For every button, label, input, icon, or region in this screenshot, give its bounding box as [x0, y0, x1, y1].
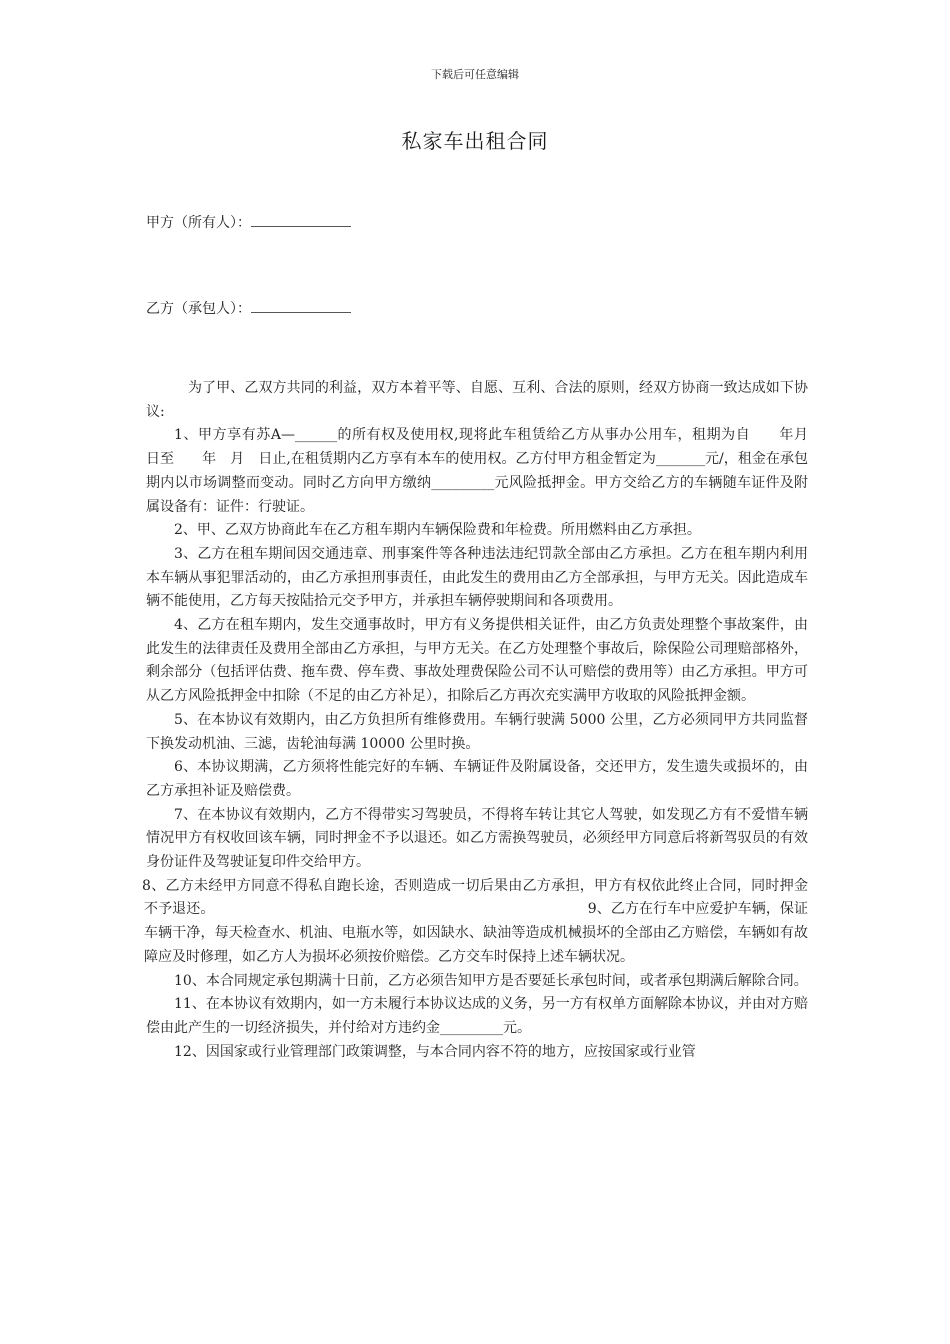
clause-10: 10、本合同规定承包期满十日前，乙方必须告知甲方是否要延长承包时间，或者承包期满后解除合同。	[174, 972, 808, 989]
clause-4: 4、乙方在租车期内，发生交通事故时，甲方有义务提供相关证件，由乙方负责处理整个事故案件，由此发生的法律责任及费用全部由乙方承担，与甲方无关。在乙方处理整个事故后，除保险公司理赔部格外，剩余部分（包括评估费、拖车费、停车费、事故处理费保险公司不认可赔偿的费用等）由乙方承担。甲方可从乙方风险抵押金中扣除（不足的由乙方补足），扣除后乙方再次充实满甲方收取的风险抵押金额。	[146, 617, 808, 705]
party-a-label: 甲方（所有人）：	[146, 215, 251, 231]
clause-1: 1、甲方享有苏A—______的所有权及使用权,现将此车租赁给乙方从事办公用车，租期为自 年月 日至 年 月 日止,在租赁期内乙方享有本车的使用权。乙方付甲方租金暂定为_______元/，租金在承包期内以市场调整而变动。同时乙方向甲方缴纳_________元风险抵押金。甲方交给乙方的车辆随车证件及附属设备有：证件：行驶证。	[146, 427, 822, 515]
clause-12: 12、因国家或行业管理部门政策调整，与本合同内容不符的地方，应按国家或行业管	[174, 1043, 696, 1060]
party-b-label: 乙方（承包人）：	[146, 301, 251, 317]
party-b-blank	[251, 300, 351, 313]
clause-8-9: 8、乙方未经甲方同意不得私自跑长途，否则造成一切后果由乙方承担，甲方有权依此终止合同，同时押金不予退还。 9、乙方在行车中应爱护车辆，保证车辆干净，每天检查水、机油、电瓶水等，如因缺水、缺油等造成机械损坏的全部由乙方赔偿，车辆如有故障应及时修理，如乙方人为损坏必须按价赔偿。乙方交车时保持上述车辆状况。	[142, 877, 808, 965]
clause-6: 6、本协议期满，乙方须将性能完好的车辆、车辆证件及附属设备，交还甲方，发生遗失或损坏的，由乙方承担补证及赔偿费。	[146, 759, 808, 799]
document-title: 私家车出租合同	[401, 129, 549, 153]
party-a-blank	[251, 214, 351, 227]
clause-7: 7、在本协议有效期内，乙方不得带实习驾驶员，不得将车转让其它人驾驶，如发现乙方有不爱惜车辆情况甲方有权收回该车辆，同时押金不予以退还。如乙方需换驾驶员，必须经甲方同意后将新驾驭员的有效身份证件及驾驶证复印件交给甲方。	[146, 806, 808, 871]
clause-2: 2、甲、乙双方协商此车在乙方租车期内车辆保险费和年检费。所用燃料由乙方承担。	[174, 522, 701, 539]
header-note: 下载后可任意编辑	[431, 68, 519, 81]
party-b-line	[146, 298, 351, 318]
contract-body	[142, 377, 822, 1064]
clause-11: 11、在本协议有效期内，如一方未履行本协议达成的义务，另一方有权单方面解除本协议，并由对方赔偿由此产生的一切经济损失，并付给对方违约金_________元。	[146, 996, 808, 1036]
clause-3: 3、乙方在租车期间因交通违章、刑事案件等各种违法违纪罚款全部由乙方承担。乙方在租车期内利用本车辆从事犯罪活动的，由乙方承担刑事责任，由此发生的费用由乙方全部承担，与甲方无关。因此造成车辆不能使用，乙方每天按陆拾元交予甲方，并承担车辆停驶期间和各项费用。	[146, 545, 808, 610]
clause-5: 5、在本协议有效期内，由乙方负担所有维修费用。车辆行驶满 5000 公里，乙方必须同甲方共同监督下换发动机油、三滤，齿轮油每满 10000 公里时换。	[146, 711, 808, 752]
intro-paragraph: 为了甲、乙双方共同的利益，双方本着平等、自愿、互利、合法的原则，经双方协商一致达成如下协议:	[146, 380, 808, 420]
party-a-line	[146, 212, 351, 232]
